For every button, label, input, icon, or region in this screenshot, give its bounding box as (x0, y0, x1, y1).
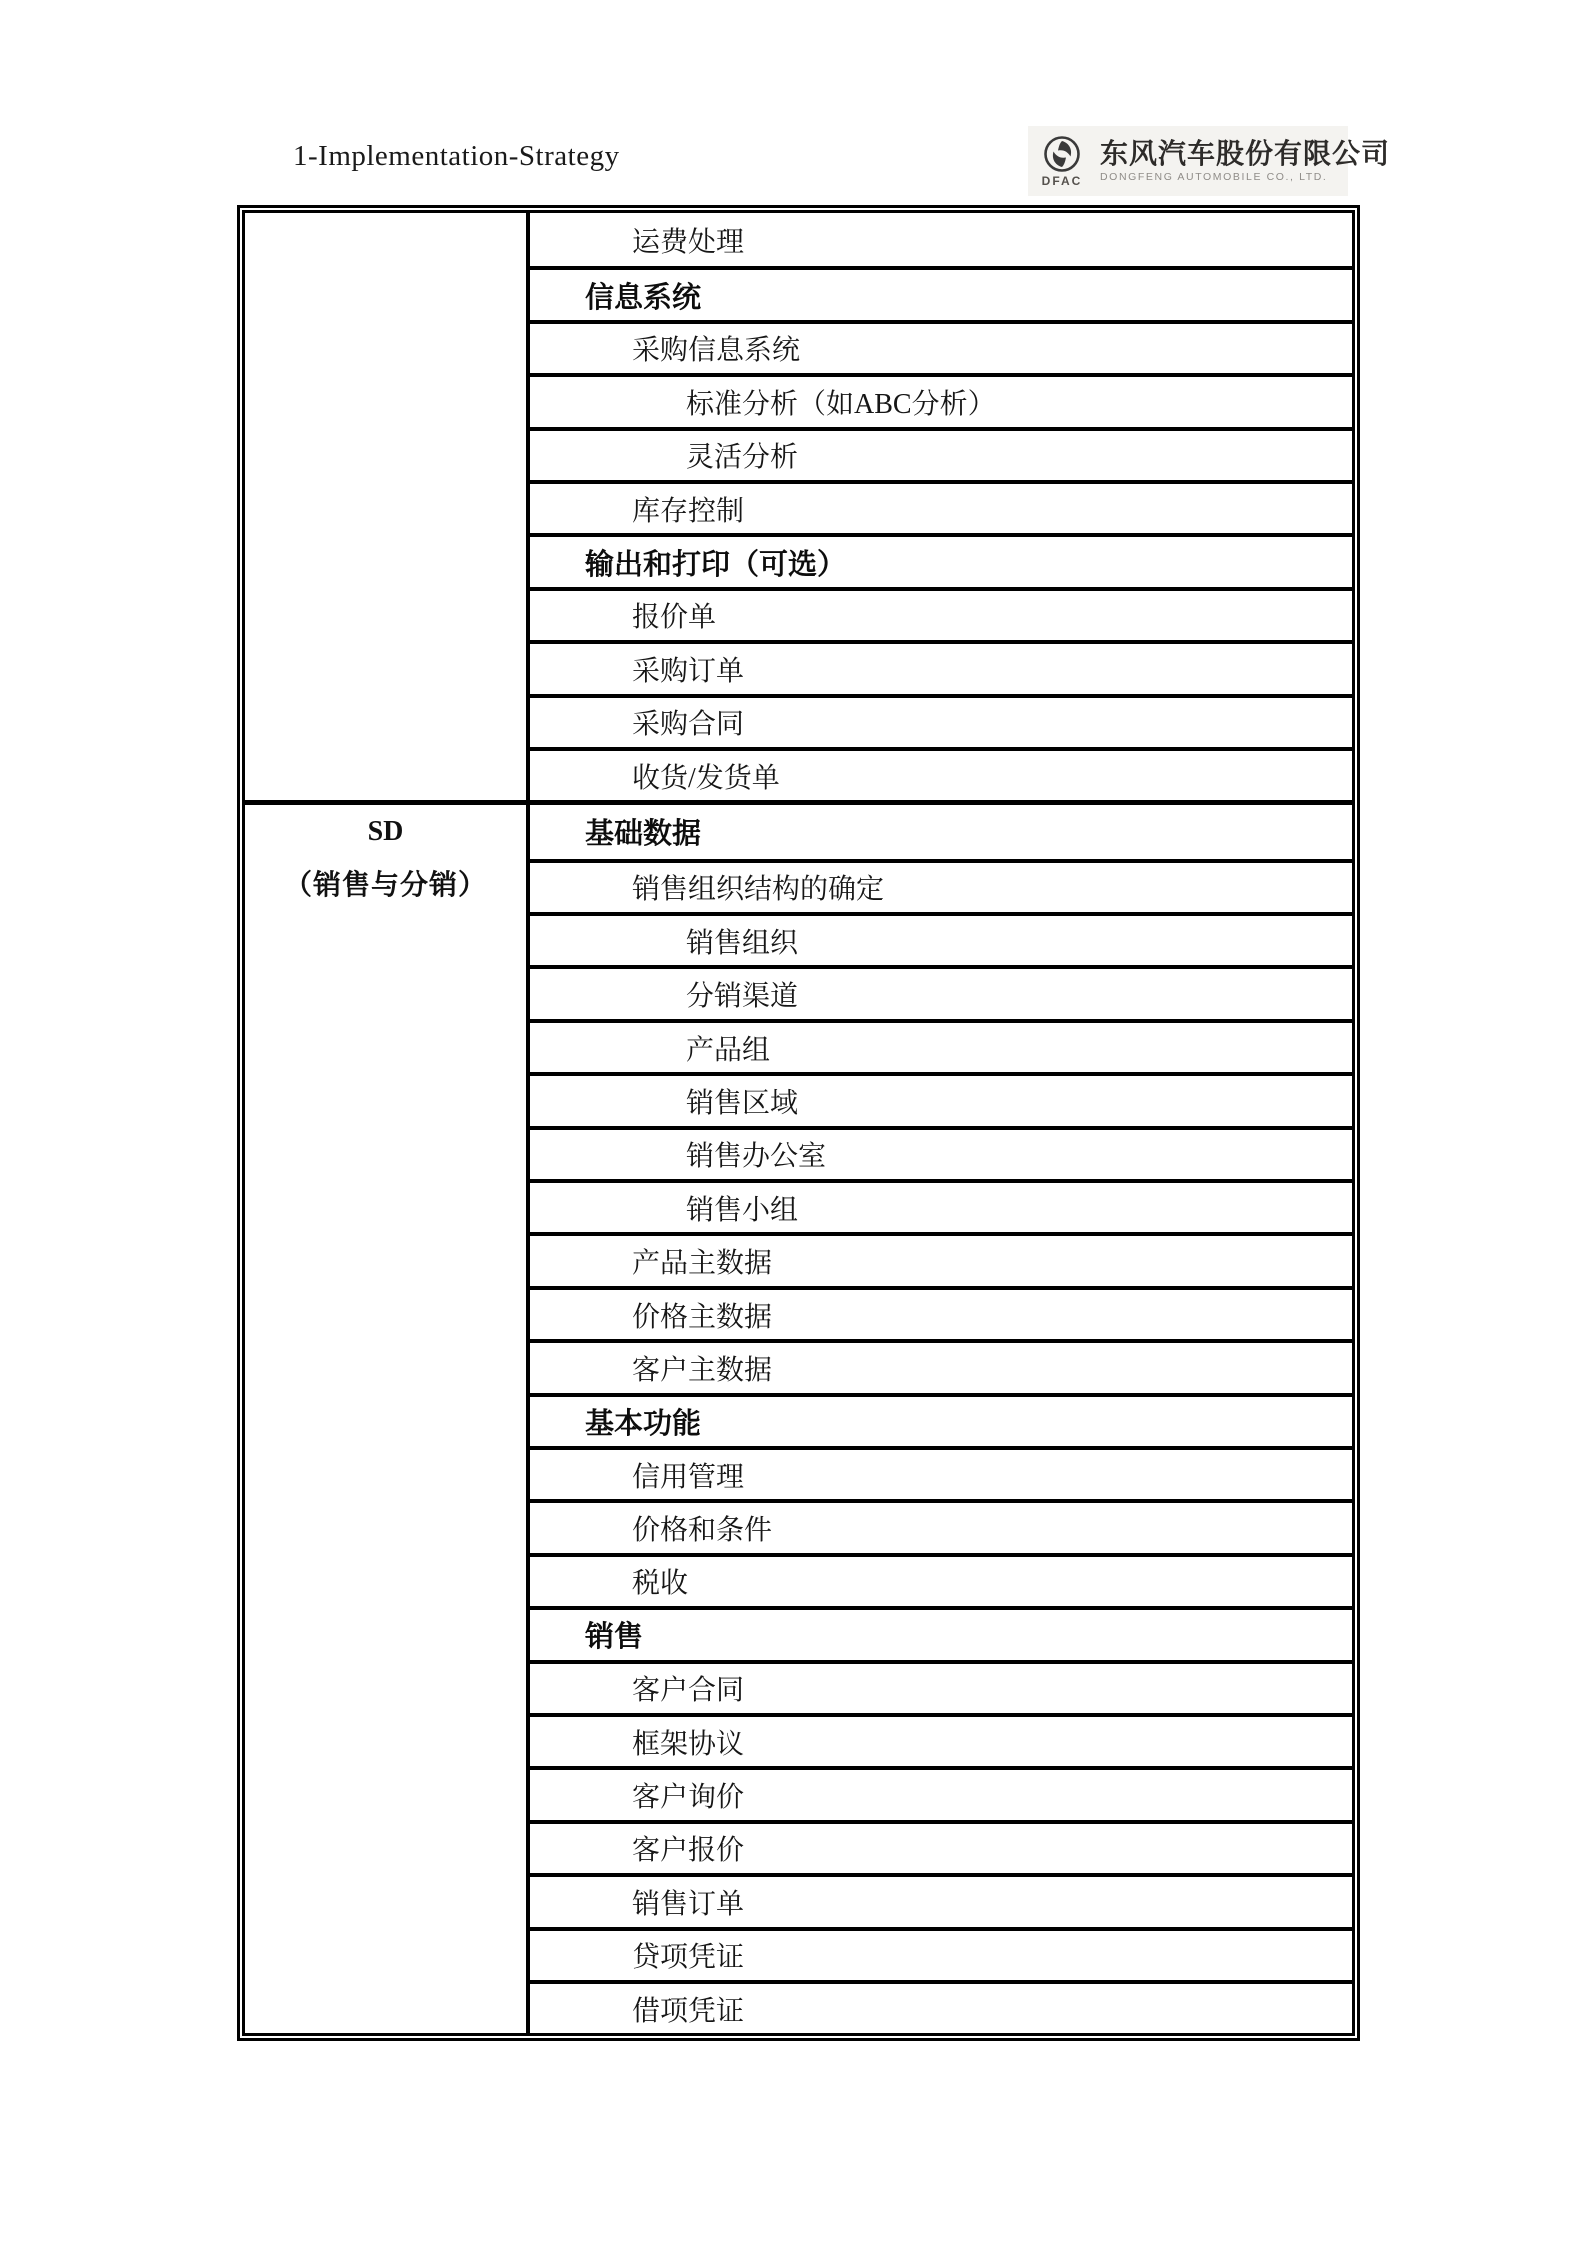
row-label: 借项凭证 (632, 1995, 745, 2027)
table-row (530, 1339, 1352, 1392)
table-row (530, 1766, 1352, 1819)
row-label: 销售组织结构的确定 (632, 874, 885, 906)
row-label: 框架协议 (632, 1728, 745, 1760)
module-cell (245, 213, 530, 800)
page-title: 1-Implementation-Strategy (293, 140, 620, 172)
rows-column (530, 213, 1352, 800)
table-row (530, 587, 1352, 640)
row-label: 产品主数据 (632, 1248, 773, 1280)
table-row (530, 859, 1352, 912)
table-section (245, 213, 1352, 800)
row-label: 信用管理 (632, 1461, 745, 1493)
table-row (530, 1393, 1352, 1446)
table-row (530, 965, 1352, 1018)
modules-table (237, 205, 1360, 2041)
row-label: 客户报价 (632, 1835, 745, 1867)
row-label: 报价单 (632, 602, 717, 634)
row-label: 采购订单 (632, 655, 745, 687)
table-row (530, 1873, 1352, 1926)
table-row (530, 805, 1352, 858)
row-label: 销售组织 (686, 927, 799, 959)
table-row (530, 320, 1352, 373)
table-row (530, 1072, 1352, 1125)
row-label: 灵活分析 (686, 442, 799, 474)
row-label: 采购信息系统 (632, 335, 801, 367)
row-label: 基础数据 (585, 818, 702, 851)
row-label: 库存控制 (632, 495, 745, 527)
row-label: 价格和条件 (632, 1515, 773, 1547)
table-row (530, 266, 1352, 319)
logo-abbr: DFAC (1041, 174, 1083, 188)
row-label: 价格主数据 (632, 1301, 773, 1333)
table-section (245, 800, 1352, 2033)
table-row (530, 1553, 1352, 1606)
table-row (530, 1019, 1352, 1072)
row-label: 客户主数据 (632, 1354, 773, 1386)
table-row (530, 1980, 1352, 2033)
logo-mark (1034, 134, 1090, 188)
rows-column (530, 805, 1352, 2033)
row-label: 销售小组 (686, 1194, 799, 1226)
row-label: 销售办公室 (686, 1141, 827, 1173)
table-row (530, 1232, 1352, 1285)
module-name: SD (367, 816, 404, 848)
table-row (530, 1713, 1352, 1766)
row-label: 标准分析（如ABC分析） (686, 388, 996, 420)
table-row (530, 1660, 1352, 1713)
row-label: 销售区域 (686, 1087, 799, 1119)
table-row (530, 1179, 1352, 1232)
table-row (530, 213, 1352, 266)
row-label: 信息系统 (585, 281, 702, 314)
company-logo (1028, 126, 1391, 196)
dongfeng-emblem-icon (1042, 134, 1082, 174)
row-label: 销售订单 (632, 1888, 745, 1920)
table-row (530, 480, 1352, 533)
table-row (530, 1820, 1352, 1873)
table-row (530, 1446, 1352, 1499)
table-row (530, 1499, 1352, 1552)
row-label: 运费处理 (632, 226, 745, 258)
table-row (530, 1286, 1352, 1339)
company-name-cn: 东风汽车股份有限公司 (1100, 137, 1391, 169)
module-subtitle (245, 267, 526, 321)
row-label: 税收 (632, 1568, 689, 1600)
row-label: 客户询价 (632, 1782, 745, 1814)
table-row (530, 533, 1352, 586)
row-label: 输出和打印（可选） (585, 548, 847, 581)
table-row (530, 373, 1352, 426)
table-row (530, 1927, 1352, 1980)
table-row (530, 747, 1352, 800)
row-label: 产品组 (686, 1034, 771, 1066)
table-row (530, 694, 1352, 747)
row-label: 分销渠道 (686, 981, 799, 1013)
row-label: 收货/发货单 (632, 762, 780, 794)
row-label: 客户合同 (632, 1675, 745, 1707)
row-label: 基本功能 (585, 1407, 702, 1440)
company-name-en: DONGFENG AUTOMOBILE CO., LTD. (1100, 171, 1328, 184)
module-cell (245, 805, 530, 2033)
table-row (530, 640, 1352, 693)
row-label: 采购合同 (632, 709, 745, 741)
row-label: 销售 (585, 1621, 644, 1654)
module-name (245, 213, 526, 267)
table-row (530, 912, 1352, 965)
row-label: 贷项凭证 (632, 1942, 745, 1974)
logo-text (1100, 137, 1391, 184)
table-row (530, 1126, 1352, 1179)
module-subtitle: （销售与分销） (283, 870, 487, 902)
table-row (530, 427, 1352, 480)
table-row (530, 1606, 1352, 1659)
